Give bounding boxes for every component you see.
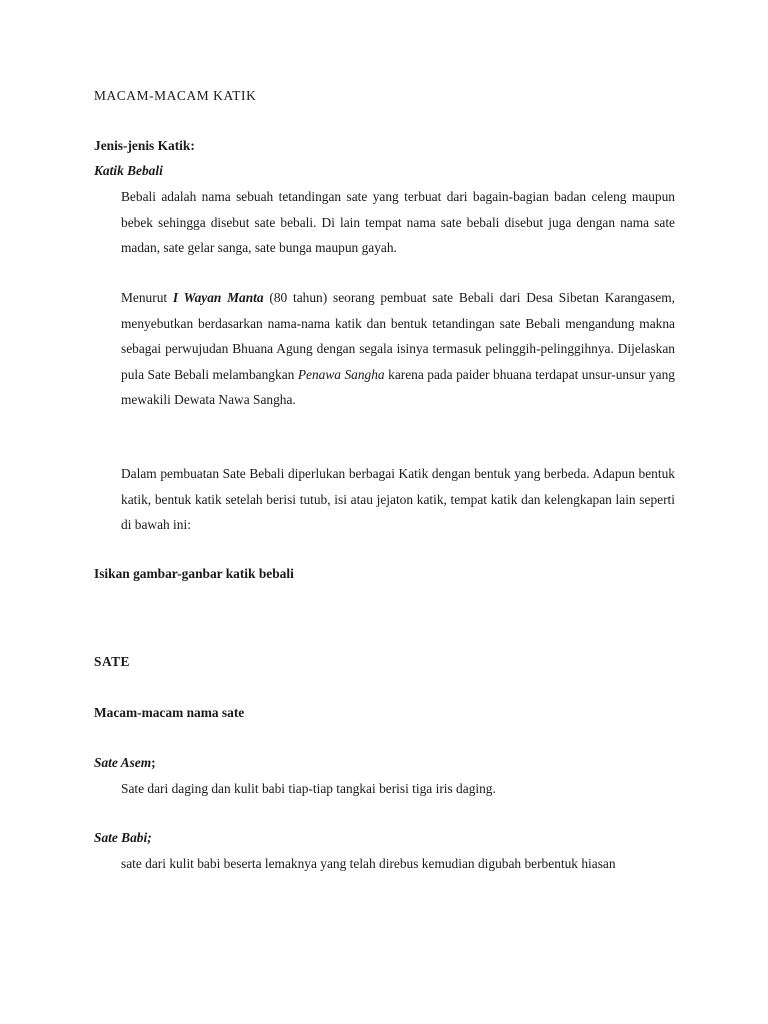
label-sate-asem [94,755,156,771]
person-name: I Wayan Manta [172,290,264,305]
paragraph-menurut-ending: karena pada paider bhuana terdapat unsur-unsur yang mewakili Dewata Nawa Sangha. [121,366,675,407]
note-insert-images: Isikan gambar-ganbar katik bebali [94,566,294,581]
paragraph-menurut-body: (80 tahun) seorang pembuat sate Bebali dari Desa Sibetan Karangasem, menyebutkan berdasarkan nama-nama katik dan bentuk tetandingan sate Bebali mengandung makna sebagai perwujudan Bhuana Agung dengan segala isinya termasuk pelinggih-pelinggihnya. Dijelaskan pula Sate Bebali melambangkan [121,290,675,382]
paragraph-pembuatan: Dalam pembuatan Sate Bebali diperlukan berbagai Katik dengan bentuk yang berbeda. Adapun bentuk katik, bentuk katik setelah berisi tutub, isi atau jejaton katik, tempat katik dan kelengkapan lain seperti di bawah ini: [121,466,675,532]
section-heading-jenis-katik: Jenis-jenis Katik: [94,138,195,153]
label-sate-babi: Sate Babi; [94,830,152,845]
document-title: MACAM-MACAM KATIK [94,88,257,103]
description-sate-babi: sate dari kulit babi beserta lemaknya yang telah direbus kemudian digubah berbentuk hiasan [121,856,616,871]
section-heading-sate: SATE [94,654,130,669]
label-sate-asem-punct: ; [151,755,156,770]
paragraph-bebali-definition: Bebali adalah nama sebuah tetandingan sate yang terbuat dari bagain-bagian badan celeng maupun bebek sehingga disebut sate bebali. Di lain tempat nama sate bebali disebut juga dengan nama sate madan, sate gelar sanga, sate bunga maupun gayah. [121,189,675,255]
paragraph-menurut [121,285,675,413]
description-sate-asem: Sate dari daging dan kulit babi tiap-tiap tangkai berisi tiga iris daging. [121,781,496,796]
subheading-katik-bebali: Katik Bebali [94,163,163,178]
label-sate-asem-text: Sate Asem [94,755,152,770]
subheading-macam-nama-sate: Macam-macam nama sate [94,705,245,720]
italic-term-penawa-sangha: Penawa Sangha [297,366,385,382]
paragraph-menurut-intro: Menurut [121,290,173,305]
